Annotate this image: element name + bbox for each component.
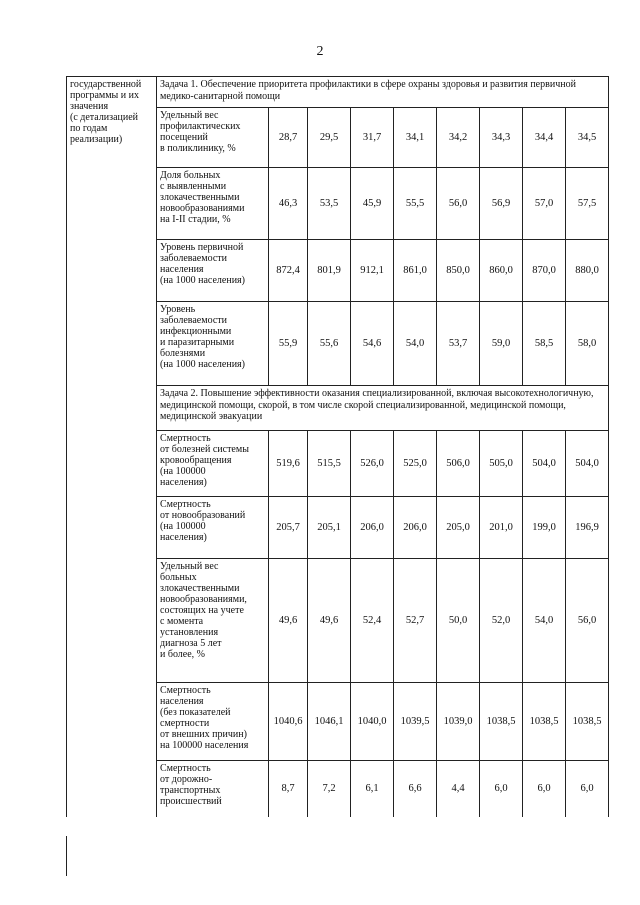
indicator-value: 55,5 [394, 168, 437, 240]
indicator-label: Удельный вес больных злокачественными новообразованиями, состоящих на учете с момента установления диагноза 5 лет и более, % [157, 559, 269, 683]
indicator-label: Смертность от дорожно- транспортных происшествий [157, 761, 269, 817]
indicator-label: Смертность от болезней системы кровообращения (на 100000 населения) [157, 431, 269, 497]
indicator-label: Удельный вес профилактических посещений в поликлинику, % [157, 108, 269, 168]
indicator-value: 34,1 [394, 108, 437, 168]
page-number: 2 [316, 44, 324, 59]
indicator-value: 6,0 [480, 761, 523, 817]
indicator-value: 57,0 [523, 168, 566, 240]
indicator-value: 55,6 [308, 302, 351, 386]
task-row [67, 77, 609, 108]
indicator-value: 519,6 [269, 431, 308, 497]
indicator-value: 46,3 [269, 168, 308, 240]
indicator-value: 912,1 [351, 240, 394, 302]
indicator-value: 526,0 [351, 431, 394, 497]
indicator-value: 52,0 [480, 559, 523, 683]
indicator-value: 52,4 [351, 559, 394, 683]
indicator-value: 201,0 [480, 497, 523, 559]
indicator-label: Уровень первичной заболеваемости населения (на 1000 населения) [157, 240, 269, 302]
indicator-value: 55,9 [269, 302, 308, 386]
indicator-value: 50,0 [437, 559, 480, 683]
indicator-value: 1039,0 [437, 683, 480, 761]
indicator-value: 57,5 [566, 168, 609, 240]
indicator-value: 56,9 [480, 168, 523, 240]
indicator-value: 1040,0 [351, 683, 394, 761]
indicator-label: Смертность населения (без показателей смертности от внешних причин) на 100000 населения [157, 683, 269, 761]
indicator-value: 34,5 [566, 108, 609, 168]
indicator-value: 1046,1 [308, 683, 351, 761]
indicator-value: 54,0 [523, 559, 566, 683]
indicator-value: 54,0 [394, 302, 437, 386]
indicator-label: Уровень заболеваемости инфекционными и паразитарными болезнями (на 1000 населения) [157, 302, 269, 386]
indicator-value: 4,4 [437, 761, 480, 817]
indicator-value: 196,9 [566, 497, 609, 559]
indicator-value: 49,6 [269, 559, 308, 683]
task-title: Задача 1. Обеспечение приоритета профилактики в сфере охраны здоровья и развития первичной медико-санитарной помощи [157, 77, 609, 108]
indicator-value: 504,0 [523, 431, 566, 497]
indicator-value: 31,7 [351, 108, 394, 168]
indicator-value: 34,2 [437, 108, 480, 168]
indicator-value: 525,0 [394, 431, 437, 497]
indicator-value: 861,0 [394, 240, 437, 302]
indicator-value: 29,5 [308, 108, 351, 168]
indicator-value: 872,4 [269, 240, 308, 302]
indicator-value: 504,0 [566, 431, 609, 497]
indicator-value: 880,0 [566, 240, 609, 302]
indicator-value: 53,7 [437, 302, 480, 386]
indicator-value: 206,0 [351, 497, 394, 559]
indicator-value: 28,7 [269, 108, 308, 168]
indicator-value: 54,6 [351, 302, 394, 386]
indicator-value: 6,1 [351, 761, 394, 817]
indicator-value: 850,0 [437, 240, 480, 302]
indicator-value: 52,7 [394, 559, 437, 683]
indicator-value: 6,0 [523, 761, 566, 817]
indicator-value: 7,2 [308, 761, 351, 817]
indicator-value: 1039,5 [394, 683, 437, 761]
indicator-value: 49,6 [308, 559, 351, 683]
indicator-label: Смертность от новообразований (на 100000 населения) [157, 497, 269, 559]
indicator-value: 8,7 [269, 761, 308, 817]
indicator-value: 58,5 [523, 302, 566, 386]
indicator-value: 1038,5 [566, 683, 609, 761]
indicator-value: 59,0 [480, 302, 523, 386]
left-border-line [66, 836, 67, 876]
indicator-value: 515,5 [308, 431, 351, 497]
indicator-value: 860,0 [480, 240, 523, 302]
indicator-value: 34,4 [523, 108, 566, 168]
indicator-value: 56,0 [437, 168, 480, 240]
indicators-table [66, 76, 609, 817]
indicator-value: 58,0 [566, 302, 609, 386]
indicator-value: 53,5 [308, 168, 351, 240]
indicator-value: 506,0 [437, 431, 480, 497]
indicator-value: 205,0 [437, 497, 480, 559]
indicator-value: 205,1 [308, 497, 351, 559]
indicator-value: 199,0 [523, 497, 566, 559]
indicator-value: 1038,5 [480, 683, 523, 761]
indicator-value: 6,0 [566, 761, 609, 817]
indicator-value: 206,0 [394, 497, 437, 559]
indicator-value: 801,9 [308, 240, 351, 302]
indicator-value: 56,0 [566, 559, 609, 683]
indicator-label: Доля больных с выявленными злокачественными новообразованиями на I-II стадии, % [157, 168, 269, 240]
indicator-value: 505,0 [480, 431, 523, 497]
indicator-value: 1040,6 [269, 683, 308, 761]
indicator-value: 1038,5 [523, 683, 566, 761]
indicator-value: 6,6 [394, 761, 437, 817]
indicator-value: 34,3 [480, 108, 523, 168]
task-title: Задача 2. Повышение эффективности оказания специализированной, включая высокотехнологичную, медицинской помощи, скорой, в том числе скорой специализированной, медицинской помощи, медицинской эвакуации [157, 386, 609, 431]
indicator-value: 205,7 [269, 497, 308, 559]
indicator-value: 870,0 [523, 240, 566, 302]
indicator-value: 45,9 [351, 168, 394, 240]
program-values-label: государственной программы и их значения (с детализацией по годам реализации) [67, 77, 157, 817]
